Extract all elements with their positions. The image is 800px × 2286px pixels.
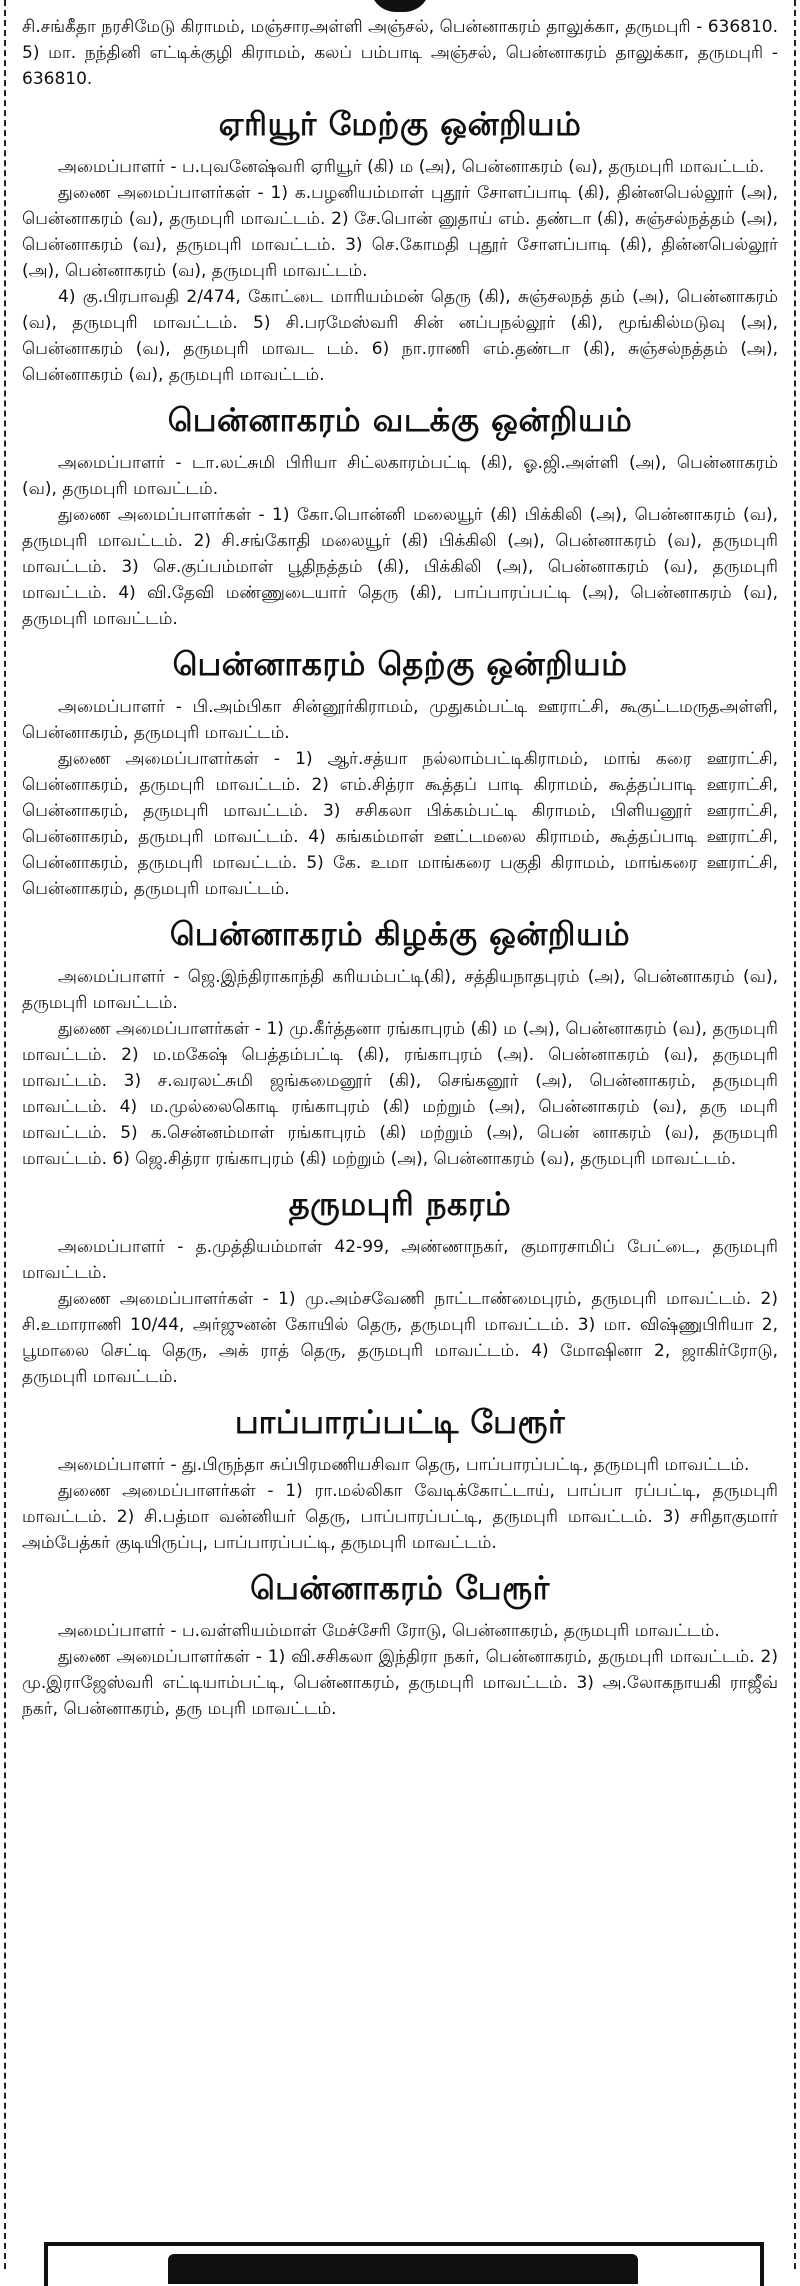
top-header-fragment [370, 0, 430, 12]
organizer-paragraph: அமைப்பாளர் - ஜெ.இந்திராகாந்தி கரியம்பட்டி(கி), சத்தியநாதபுரம் (அ), பென்னாகரம் (வ), தருமபுரி மாவட்டம். [22, 967, 778, 1013]
deputy-paragraph: துணை அமைப்பாளர்கள் - 1) கோ.பொன்னி மலையூர் (கி) பிக்கிலி (அ), பென்னாகரம் (வ), தருமபுரி மாவட்டம். 2) சி.சங்கோதி மலையூர் (கி) பிக்கிலி (அ), பென்னாகரம் (வ), தருமபுரி மாவட்டம். 3) செ.குப்பம்மாள் பூதிநத்தம் (கி), பிக்கிலி (அ), பென்னாகரம் (வ), தருமபுரி மாவட்டம். 4) வி.தேவி மண்ணுடையார் தெரு (கி), பாப்பாரப்பட்டி (அ), பென்னாகரம் (வ), தருமபுரி மாவட்டம். [22, 505, 779, 629]
section-pennagaram-east [22, 912, 778, 1172]
section-heading: பாப்பாரப்பட்டி பேரூர் [234, 1403, 566, 1441]
deputy-paragraph-continued: 4) கு.பிரபாவதி 2/474, கோட்டை மாரியம்மன் தெரு (கி), சுஞ்சலநத் தம் (அ), பென்னாகரம் (வ), தருமபுரி மாவட்டம். 5) சி.பரமேஸ்வரி சின் னப்பநல்லூர் (கி), மூங்கில்மடுவு (அ), பென்னாகரம் (வ), தருமபுரி மாவட டம். 6) நா.ராணி எம்.தண்டா (கி), சுஞ்சல்நத்தம் (அ), பென்னாகரம் (வ), தருமபுரி மாவட்டம். [22, 287, 778, 385]
organizer-paragraph: அமைப்பாளர் - ப.புவனேஷ்வரி ஏரியூர் (கி) ம (அ), பென்னாகரம் (வ), தருமபுரி மாவட்டம். [58, 157, 765, 177]
deputy-paragraph: துணை அமைப்பாளர்கள் - 1) ஆர்.சத்யா நல்லாம்பட்டிகிராமம், மாங் கரை ஊராட்சி, பென்னாகரம், தருமபுரி மாவட்டம். 2) எம்.சித்ரா கூத்தப் பாடி கிராமம், கூத்தப்பாடி ஊராட்சி, பென்னாகரம், தருமபுரி மாவட்டம். 3) சசிகலா பிக்கம்பட்டி கிராமம், பிளியனூர் ஊராட்சி, பென்னாகரம், தருமபுரி மாவட்டம். 4) கங்கம்மாள் ஊட்டமலை கிராமம், கூத்தப்பாடி ஊராட்சி, பென்னாகரம், தருமபுரி மாவட்டம். 5) கே. உமா மாங்கரை பகுதி கிராமம், மாங்கரை ஊராட்சி, பென்னாகரம், தருமபுரி மாவட்டம். [22, 749, 778, 899]
section-heading: பென்னாகரம் கிழக்கு ஒன்றியம் [169, 915, 631, 953]
section-heading: பென்னாகரம் தெற்கு ஒன்றியம் [172, 645, 628, 683]
left-dashed-border [4, 0, 6, 2269]
organizer-paragraph: அமைப்பாளர் - ப.வள்ளியம்மாள் மேச்சேரி ரோடு, பென்னாகரம், தருமபுரி மாவட்டம். [58, 1621, 720, 1641]
section-dharmapuri-town [22, 1182, 778, 1390]
next-heading-fragment [168, 2254, 638, 2284]
intro-paragraph: சி.சங்கீதா நரசிமேடு கிராமம், மஞ்சாரஅள்ளி அஞ்சல், பென்னாகரம் தாலுக்கா, தருமபுரி - 636810. 5) மா. நந்தினி எட்டிக்குழி கிராமம், கலப் பம்பாடி அஞ்சல், பென்னாகரம் தாலுக்கா, தருமபுரி - 636810. [22, 17, 778, 89]
section-pennagaram-north [22, 398, 778, 632]
next-article-box-fragment [44, 2242, 764, 2286]
organizer-paragraph: அமைப்பாளர் - பி.அம்பிகா சின்னூர்கிராமம், முதுகம்பட்டி ஊராட்சி, கூகுட்டமருதஅள்ளி, பென்னாகரம், தருமபுரி மாவட்டம். [22, 697, 778, 743]
section-heading: தருமபுரி நகரம் [288, 1185, 512, 1223]
section-heading: ஏரியூர் மேற்கு ஒன்றியம் [218, 105, 582, 143]
right-dashed-border [794, 0, 796, 2269]
deputy-paragraph: துணை அமைப்பாளர்கள் - 1) வி.சசிகலா இந்திரா நகர், பென்னாகரம், தருமபுரி மாவட்டம். 2) மு.இராஜேஸ்வரி எட்டியாம்பட்டி, பென்னாகரம், தருமபுரி மாவட்டம். 3) அ.லோகநாயகி ராஜீவ் நகர், பென்னாகரம், தரு மபுரி மாவட்டம். [22, 1647, 778, 1719]
section-papparapatti [22, 1400, 778, 1556]
deputy-paragraph: துணை அமைப்பாளர்கள் - 1) ரா.மல்லிகா வேடிக்கோட்டாய், பாப்பா ரப்பட்டி, தருமபுரி மாவட்டம். 2) சி.பத்மா வன்னியர் தெரு, பாப்பாரப்பட்டி, தருமபுரி மாவட்டம். 3) சரிதாகுமார் அம்பேத்கர் குடியிருப்பு, பாப்பாரப்பட்டி, தருமபுரி மாவட்டம். [22, 1481, 778, 1553]
section-heading: பென்னாகரம் பேரூர் [250, 1569, 550, 1607]
section-eriyur-west [22, 102, 778, 388]
deputy-paragraph: துணை அமைப்பாளர்கள் - 1) க.பழனியம்மாள் புதூர் சோளப்பாடி (கி), தின்னபெல்லூர் (அ), பென்னாகரம் (வ), தருமபுரி மாவட்டம். 2) சே.பொன் னுதாய் எம். தண்டா (கி), சுஞ்சல்நத்தம் (அ), பென்னாகரம் (வ), தருமபுரி மாவட்டம். 3) செ.கோமதி புதூர் சோளப்பாடி (கி), தின்னபெல்லூர் (அ), பென்னாகரம் (வ), தருமபுரி மாவட்டம். [22, 183, 778, 281]
organizer-paragraph: அமைப்பாளர் - த.முத்தியம்மாள் 42-99, அண்ணாநகர், குமாரசாமிப் பேட்டை, தருமபுரி மாவட்டம். [22, 1237, 778, 1283]
article-column [22, 14, 778, 1728]
section-pennagaram-town [22, 1566, 778, 1722]
deputy-paragraph: துணை அமைப்பாளர்கள் - 1) மு.கீர்த்தனா ரங்காபுரம் (கி) ம (அ), பென்னாகரம் (வ), தருமபுரி மாவட்டம். 2) ம.மகேஷ் பெத்தம்பட்டி (கி), ரங்காபுரம் (அ). பென்னாகரம் (வ), தருமபுரி மாவட்டம். 3) ச.வரலட்சுமி ஜங்கமைனூர் (கி), செங்கனூர் (அ), பென்னாகரம், தருமபுரி மாவட்டம். 4) ம.முல்லைகொடி ரங்காபுரம் (கி) மற்றும் (அ), பென்னாகரம் (வ), தரு மபுரி மாவட்டம். 5) க.சென்னம்மாள் ரங்காபுரம் (கி) மற்றும் (அ), பென் னாகரம் (வ), தருமபுரி மாவட்டம். 6) ஜெ.சித்ரா ரங்காபுரம் (கி) மற்றும் (அ), பென்னாகரம் (வ), தருமபுரி மாவட்டம். [22, 1019, 778, 1169]
deputy-paragraph: துணை அமைப்பாளர்கள் - 1) மு.அம்சவேணி நாட்டாண்மைபுரம், தருமபுரி மாவட்டம். 2) சி.உமாராணி 10/44, அர்ஜுனன் கோயில் தெரு, தருமபுரி மாவட்டம். 3) மா. விஷ்ணுபிரியா 2, பூமாலை செட்டி தெரு, அக் ராத் தெரு, தருமபுரி மாவட்டம். 4) மோஷினா 2, ஜாகிர்ரோடு, தருமபுரி மாவட்டம். [22, 1289, 778, 1387]
organizer-paragraph: அமைப்பாளர் - து.பிருந்தா சுப்பிரமணியசிவா தெரு, பாப்பாரப்பட்டி, தருமபுரி மாவட்டம். [58, 1455, 750, 1475]
organizer-paragraph: அமைப்பாளர் - டா.லட்சுமி பிரியா சிட்லகாரம்பட்டி (கி), ஓ.ஜி.அள்ளி (அ), பென்னாகரம் (வ), தருமபுரி மாவட்டம். [22, 453, 778, 499]
section-pennagaram-south [22, 642, 778, 902]
section-heading: பென்னாகரம் வடக்கு ஒன்றியம் [167, 401, 633, 439]
